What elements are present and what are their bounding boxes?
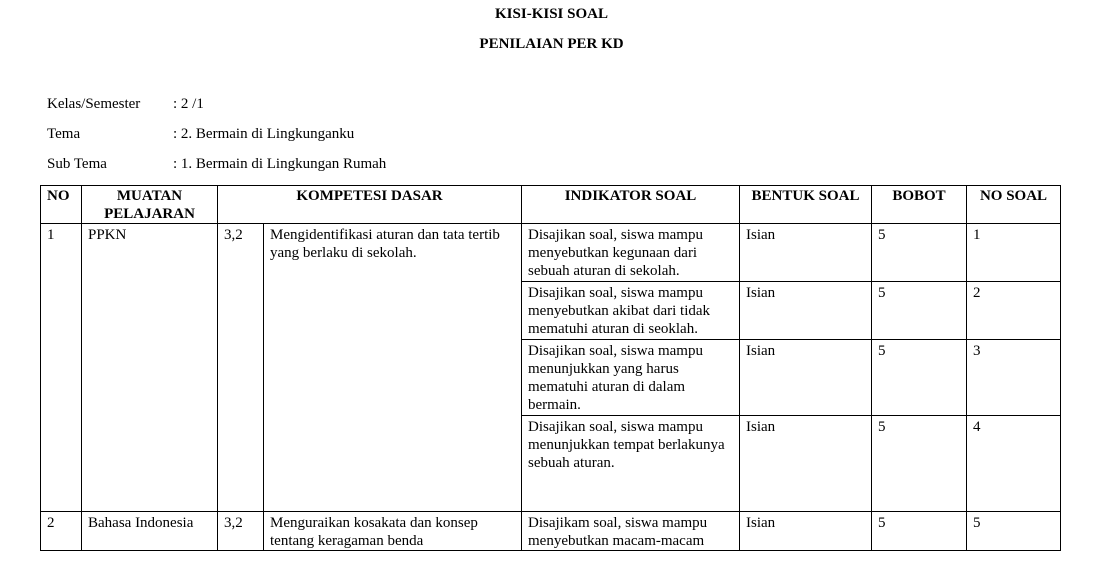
header-bobot: BOBOT: [872, 186, 967, 224]
row-bentuk: Isian: [740, 224, 872, 282]
row-nosoal: 3: [967, 340, 1061, 416]
row-nosoal: 5: [967, 512, 1061, 551]
table-header-row: [41, 186, 1061, 224]
meta-label: Sub Tema: [47, 156, 107, 172]
document-title: KISI-KISI SOAL: [495, 6, 608, 22]
row-nosoal: 4: [967, 416, 1061, 512]
row-bobot: 5: [872, 340, 967, 416]
row-indikator: Disajikan soal, siswa mampu menunjukkan tempat berlakunya sebuah aturan.: [522, 416, 740, 512]
row-kd-text: Mengidentifikasi aturan dan tata tertib yang berlaku di sekolah.: [264, 224, 522, 512]
header-no: NO: [41, 186, 82, 224]
header-muatan: MUATAN PELAJARAN: [82, 186, 218, 224]
row-kd-number: 3,2: [218, 224, 264, 512]
header-indikator: INDIKATOR SOAL: [522, 186, 740, 224]
meta-kelas-semester: [47, 96, 204, 113]
row-nosoal: 2: [967, 282, 1061, 340]
meta-label: Kelas/Semester: [47, 96, 141, 112]
header-kompetensi-dasar: KOMPETESI DASAR: [218, 186, 522, 224]
meta-sub-tema: [47, 156, 386, 173]
meta-tema: [47, 126, 354, 143]
row-indikator: Disajikan soal, siswa mampu menunjukkan yang harus mematuhi aturan di dalam bermain.: [522, 340, 740, 416]
row-muatan: Bahasa Indonesia: [82, 512, 218, 551]
meta-value: : 1. Bermain di Lingkungan Rumah: [173, 156, 387, 172]
row-indikator: Disajikan soal, siswa mampu menyebutkan akibat dari tidak mematuhi aturan di seoklah.: [522, 282, 740, 340]
row-bentuk: Isian: [740, 340, 872, 416]
document-subtitle: PENILAIAN PER KD: [479, 36, 624, 52]
row-kd-number: 3,2: [218, 512, 264, 551]
row-bobot: 5: [872, 416, 967, 512]
meta-value: : 2. Bermain di Lingkunganku: [173, 126, 355, 142]
row-no: 1: [41, 224, 82, 512]
meta-value: : 2 /1: [173, 96, 204, 112]
row-nosoal: 1: [967, 224, 1061, 282]
row-bobot: 5: [872, 282, 967, 340]
row-bentuk: Isian: [740, 282, 872, 340]
row-indikator: Disajikam soal, siswa mampu menyebutkan macam-macam: [522, 512, 740, 551]
row-bentuk: Isian: [740, 512, 872, 551]
header-no-soal: NO SOAL: [967, 186, 1061, 224]
row-bobot: 5: [872, 224, 967, 282]
row-no: 2: [41, 512, 82, 551]
row-bentuk: Isian: [740, 416, 872, 512]
header-bentuk-soal: BENTUK SOAL: [740, 186, 872, 224]
kisi-kisi-table: [40, 185, 1061, 551]
row-bobot: 5: [872, 512, 967, 551]
meta-label: Tema: [47, 126, 81, 142]
table-row: [41, 224, 1061, 282]
row-muatan: PPKN: [82, 224, 218, 512]
table-row: [41, 512, 1061, 551]
row-indikator: Disajikan soal, siswa mampu menyebutkan kegunaan dari sebuah aturan di sekolah.: [522, 224, 740, 282]
row-kd-text: Menguraikan kosakata dan konsep tentang keragaman benda: [264, 512, 522, 551]
